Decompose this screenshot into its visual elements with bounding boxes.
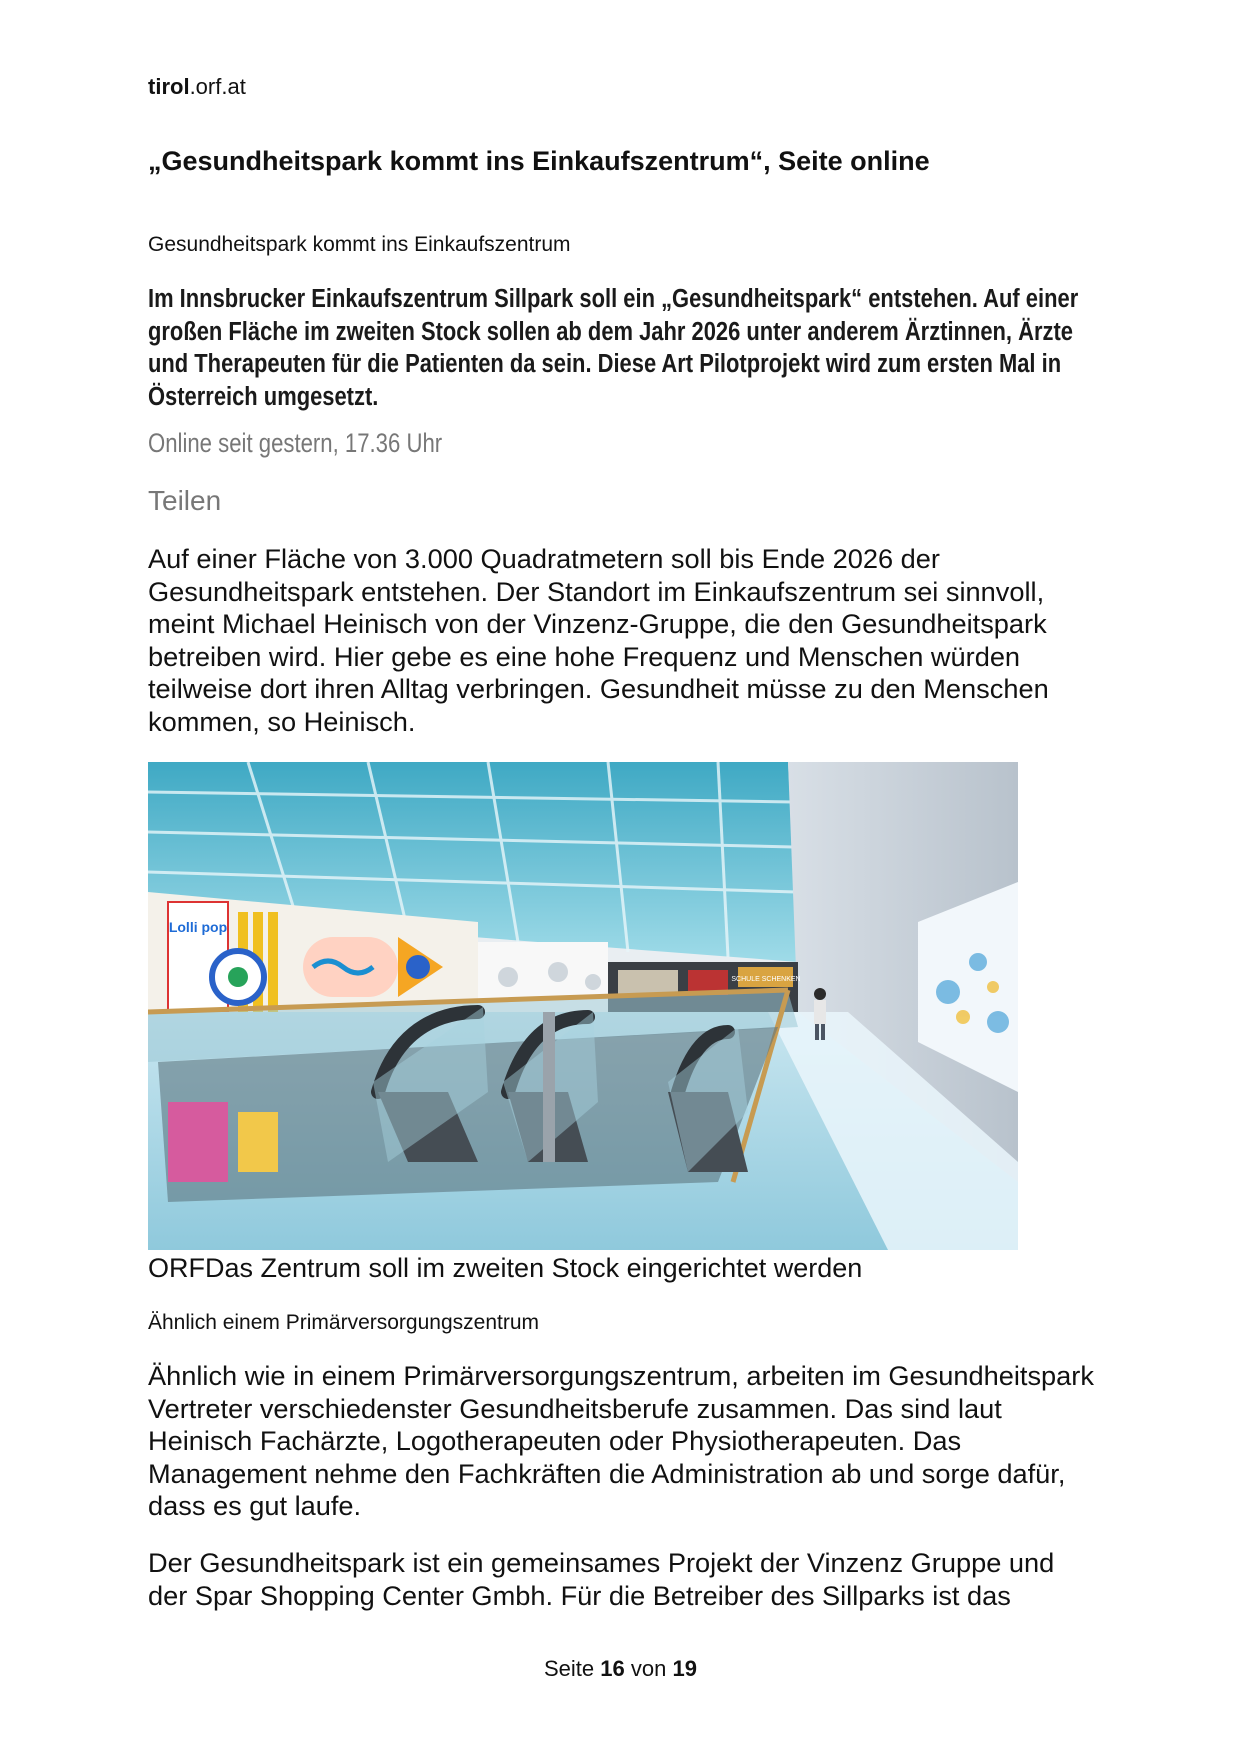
article-photo xyxy=(148,762,1018,1250)
body-paragraph-3: Der Gesundheitspark ist ein gemeinsames Projekt der Vinzenz Gruppe und der Spar Shopping Center Gmbh. Für die Betreiber des Sillparks ist das xyxy=(148,1547,1055,1611)
share-label: Teilen xyxy=(148,485,222,516)
mall-escalator-illustration xyxy=(148,762,1018,1250)
shop-sign: Lolli pop xyxy=(168,919,228,935)
page-footer: Seite 16 von 19 xyxy=(544,1656,697,1681)
source-label: tirol.orf.at xyxy=(148,74,246,99)
image-caption: ORFDas Zentrum soll im zweiten Stock eingerichtet werden xyxy=(148,1253,863,1283)
body-paragraph-1: Auf einer Fläche von 3.000 Quadratmetern soll bis Ende 2026 der Gesundheitspark entstehen. Der Standort im Einkaufszentrum sei sinnvoll, meint Michael Heinisch von der Vinzenz-Gruppe, die den Gesundheitspark betreiben wird. Hier gebe es eine hohe Frequenz und Menschen würden teilweise dort ihren Alltag verbringen. Gesundheit müsse zu den Menschen kommen, so Heinisch. xyxy=(148,543,1049,737)
subheading: Ähnlich einem Primärversorgungszentrum xyxy=(148,1311,539,1334)
store-sign: SCHULE SCHENKEN xyxy=(731,976,801,983)
section-heading: Gesundheitspark kommt ins Einkaufszentrum xyxy=(148,233,571,256)
body-paragraph-2: Ähnlich wie in einem Primärversorgungszentrum, arbeiten im Gesundheitspark Vertreter verschiedenster Gesundheitsberufe zusammen. Das sind laut Heinisch Fachärzte, Logotherapeuten oder Physiotherapeuten. Das Management nehme den Fachkräften die Administration ab und sorge dafür, dass es gut laufe. xyxy=(148,1360,1094,1521)
document-title: „Gesundheitspark kommt ins Einkaufszentrum“, Seite online xyxy=(148,146,930,176)
timestamp: Online seit gestern, 17.36 Uhr xyxy=(148,428,443,458)
lead-paragraph: Im Innsbrucker Einkaufszentrum Sillpark soll ein „Gesundheitspark“ entstehen. Auf einer großen Fläche im zweiten Stock sollen ab dem Jahr 2026 unter anderem Ärztinnen, Ärzte und Therapeuten für die Patienten da sein. Diese Art Pilotprojekt wird zum ersten Mal in Österreich umgesetzt. xyxy=(148,285,1079,411)
